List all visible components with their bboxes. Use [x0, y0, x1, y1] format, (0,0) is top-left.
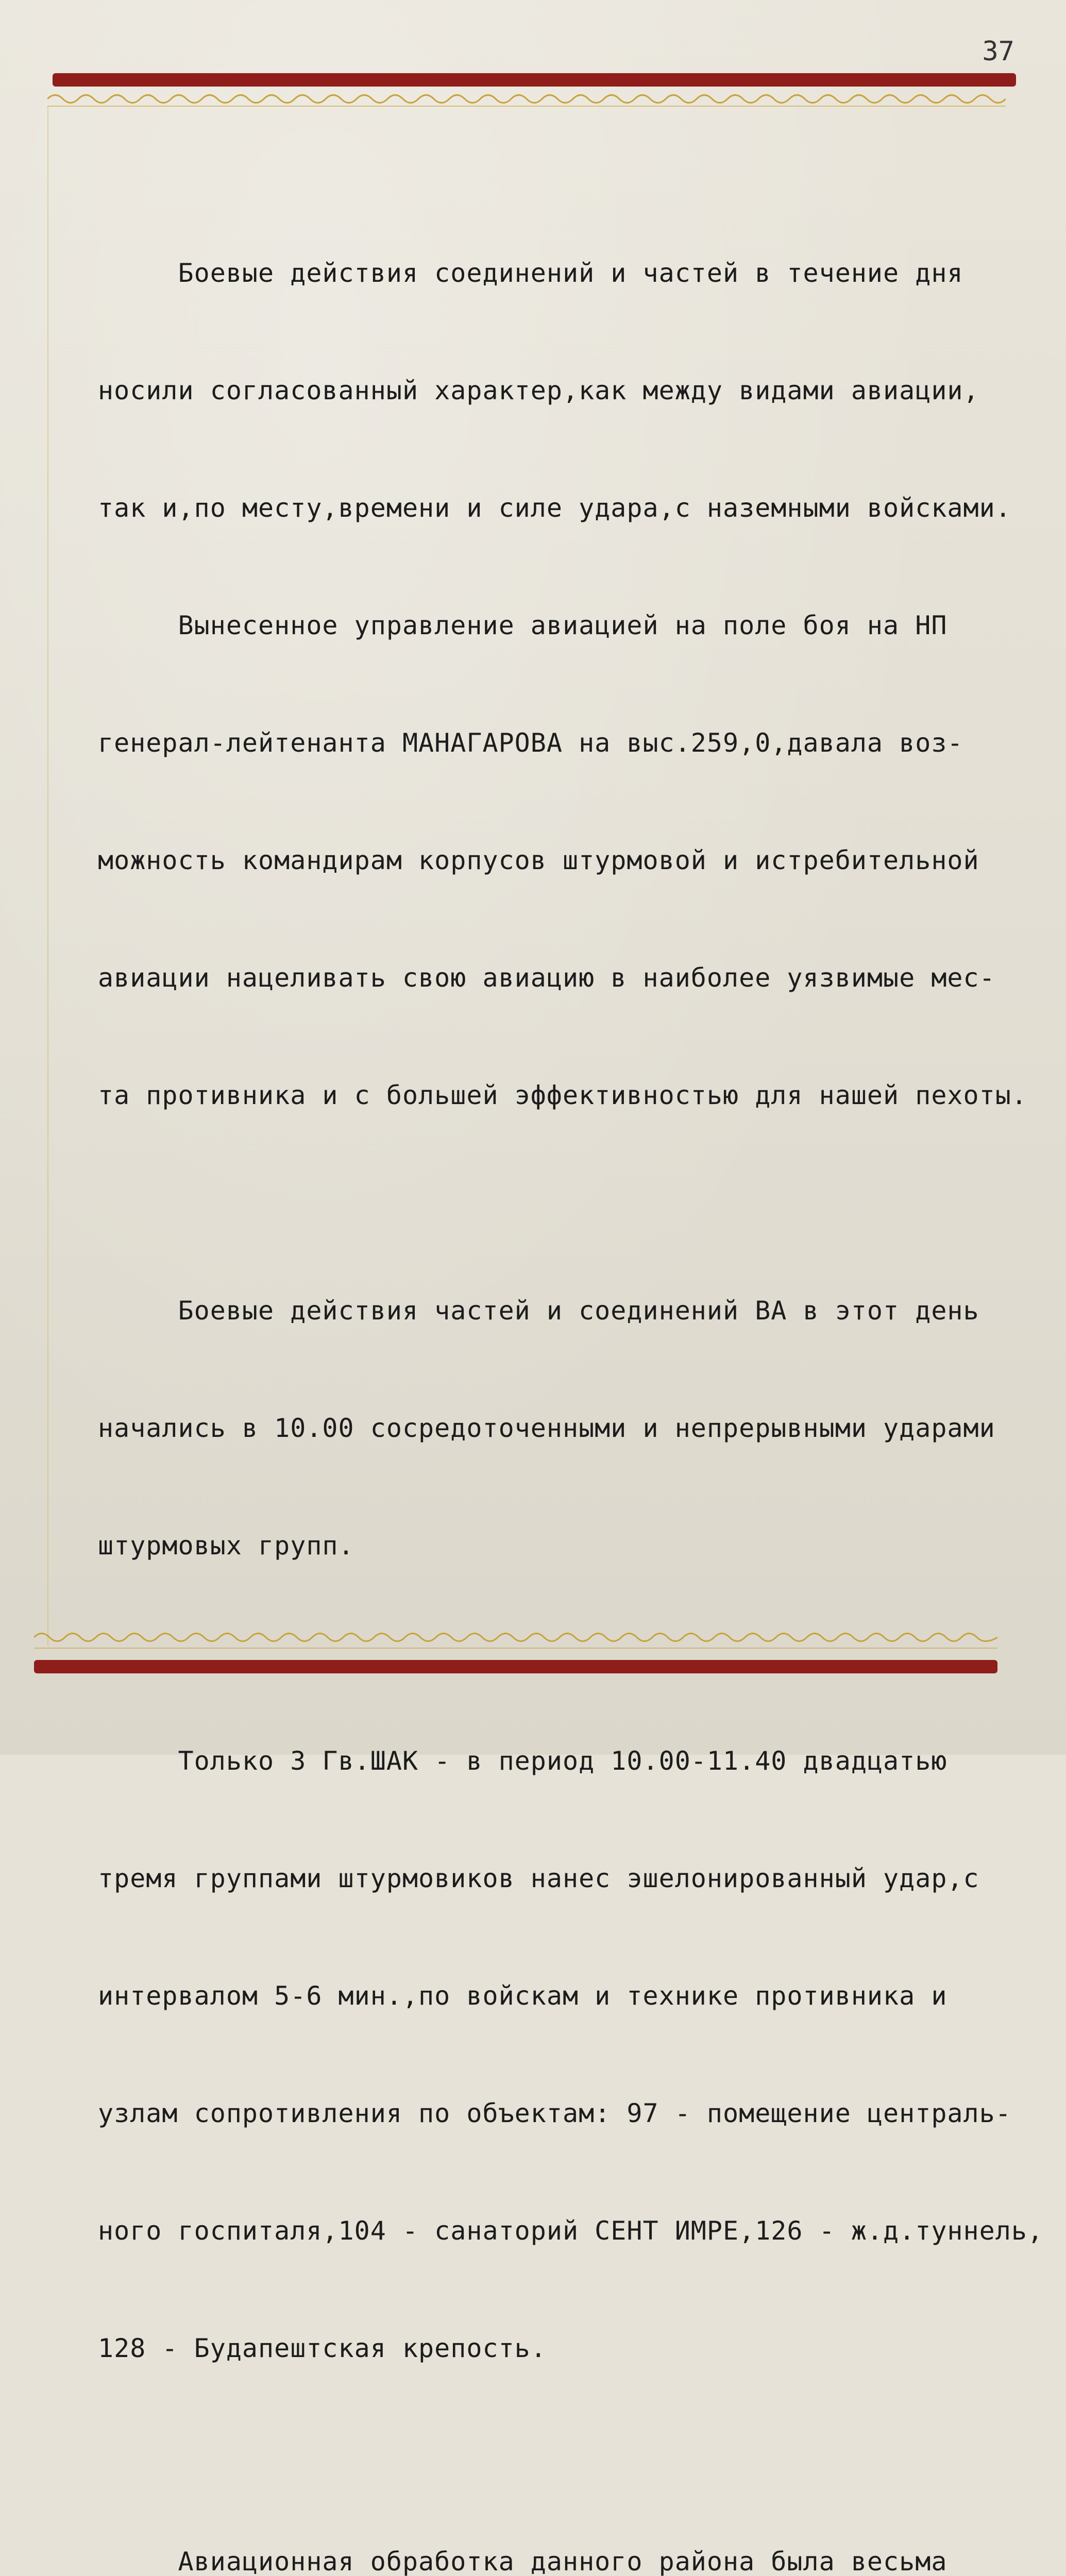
top-red-band	[53, 73, 1016, 87]
text-line: Боевые действия частей и соединений ВА в этот день	[98, 1296, 979, 1326]
text-line: узлам сопротивления по объектам: 97 - помещение централь-	[98, 2098, 1011, 2128]
bottom-border-line	[34, 1648, 997, 1649]
text-line: ного госпиталя,104 - санаторий СЕНТ ИМРЕ,126 - ж.д.туннель,	[98, 2216, 1044, 2246]
text-line: начались в 10.00 сосредоточенными и непрерывными ударами	[98, 1413, 995, 1443]
text-line: 128 - Будапештская крепость.	[98, 2333, 547, 2363]
text-line: Боевые действия соединений и частей в течение дня	[98, 258, 963, 288]
text-line: штурмовых групп.	[98, 1531, 354, 1561]
text-line: интервалом 5-6 мин.,по войскам и технике противника и	[98, 1981, 947, 2011]
text-line: тремя группами штурмовиков нанес эшелонированный удар,с	[98, 1863, 979, 1893]
text-line: Авиационная обработка данного района была весьма	[98, 2547, 947, 2576]
text-line: Только 3 Гв.ШАК - в период 10.00-11.40 двадцатью	[98, 1746, 947, 1776]
bottom-red-band	[34, 1660, 997, 1673]
paragraph-2	[98, 1213, 1015, 1643]
left-border-line	[47, 106, 48, 1646]
text-line: та противника и с большей эффективностью для нашей пехоты.	[98, 1080, 1027, 1110]
paragraph-3	[98, 1663, 1044, 2446]
text-line: так и,по месту,времени и силе удара,с наземными войсками.	[98, 493, 1011, 523]
paragraph-1	[98, 175, 1027, 1193]
text-line: носили согласованный характер,как между видами авиации,	[98, 376, 979, 405]
text-line: генерал-лейтенанта МАНАГАРОВА на выс.259,0,давала воз-	[98, 728, 963, 758]
text-line: можность командирам корпусов штурмовой и истребительной	[98, 845, 979, 875]
page-number: 37	[982, 36, 1014, 67]
text-line: Вынесенное управление авиацией на поле боя на НП	[98, 611, 947, 640]
top-border-line	[47, 106, 1006, 107]
document-body	[98, 175, 1044, 2576]
text-line: авиации нацеливать свою авиацию в наиболее уязвимые мес-	[98, 963, 995, 993]
bottom-ornament-wave	[34, 1627, 997, 1648]
paragraph-4	[98, 2464, 1015, 2576]
